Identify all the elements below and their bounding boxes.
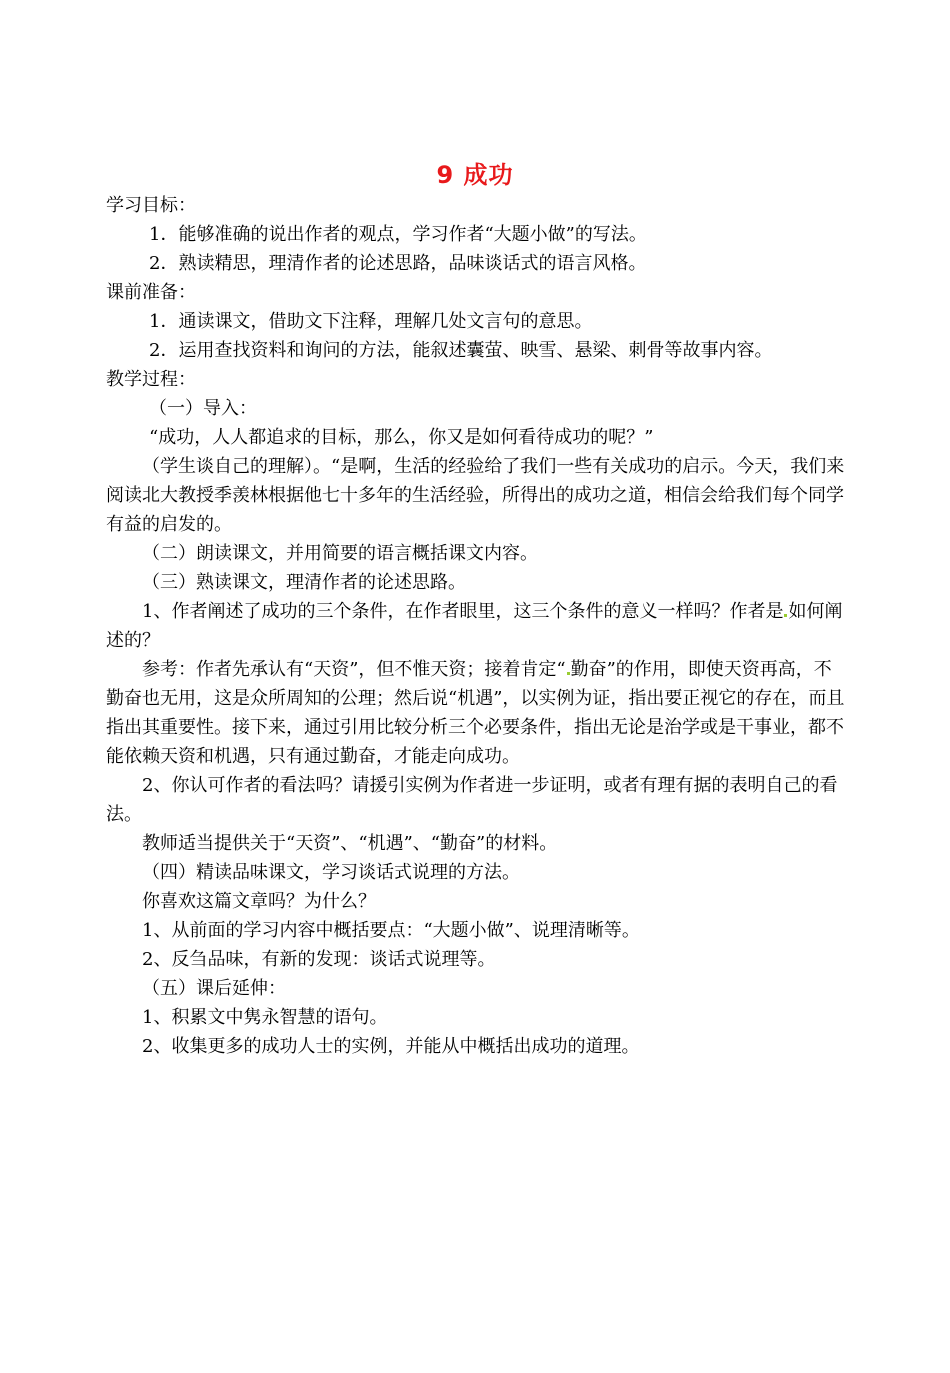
extension-2: 2、收集更多的成功人士的实例，并能从中概括出成功的道理。 xyxy=(142,1036,640,1057)
reference-answer-rest: 勤奋”的作用，即使天资再高，不勤奋也无用，这是众所周知的公理；然后说“机遇”，以实例为证，指出要正视它的存在，而且指出其重要性。接下来，通过引用比较分析三个必要条件，指出无论是治学或是干事业，都不能依赖天资和机遇，只有通过勤奋，才能走向成功。 xyxy=(106,659,845,767)
step-3-heading: （三）熟读课文，理清作者的论述思路。 xyxy=(142,572,466,593)
point-1: 1、从前面的学习内容中概括要点：“大题小做”、说理清晰等。 xyxy=(142,920,640,941)
question-1-text: 1、作者阐述了成功的三个条件，在作者眼里，这三个条件的意义一样吗？作者是 xyxy=(142,601,784,622)
step-2-heading: （二）朗读课文，并用简要的语言概括课文内容。 xyxy=(142,543,538,564)
discussion-question: 你喜欢这篇文章吗？为什么？ xyxy=(142,891,376,912)
extension-1: 1、积累文中隽永智慧的语句。 xyxy=(142,1007,388,1028)
annotation-mark xyxy=(784,614,787,617)
point-2: 2、反刍品味，有新的发现：谈话式说理等。 xyxy=(142,949,496,970)
document-body xyxy=(106,191,846,1061)
preparation-item-1: 1．通读课文，借助文下注释，理解几处文言句的意思。 xyxy=(149,311,593,332)
reference-answer-start: 参考：作者先承认有“天资”，但不惟天资；接着肯定“ xyxy=(142,659,566,680)
intro-quote: “成功，人人都追求的目标，那么，你又是如何看待成功的呢？” xyxy=(149,427,654,448)
preparation-heading: 课前准备： xyxy=(106,282,196,303)
preparation-item-2: 2．运用查找资料和询问的方法，能叙述囊萤、映雪、悬梁、刺骨等故事内容。 xyxy=(149,340,773,361)
step-4-heading: （四）精读品味课文，学习谈话式说理的方法。 xyxy=(142,862,520,883)
objective-item-1: 1．能够准确的说出作者的观点，学习作者“大题小做”的写法。 xyxy=(149,224,647,245)
objective-item-2: 2．熟读精思，理清作者的论述思路，品味谈话式的语言风格。 xyxy=(149,253,647,274)
teacher-note: 教师适当提供关于“天资”、“机遇”、“勤奋”的材料。 xyxy=(142,833,558,854)
question-1 xyxy=(106,597,846,655)
document-title: 9 成功 xyxy=(436,161,514,189)
question-1-text-end: 如何阐述的？ xyxy=(106,601,843,651)
reference-answer xyxy=(106,655,846,771)
step-5-heading: （五）课后延伸： xyxy=(142,978,286,999)
objectives-heading: 学习目标： xyxy=(106,195,196,216)
question-2: 2、你认可作者的看法吗？请援引实例为作者进一步证明，或者有理有据的表明自己的看法。 xyxy=(106,775,838,825)
step-1-heading: （一）导入： xyxy=(149,398,257,419)
intro-paragraph: （学生谈自己的理解）。“是啊，生活的经验给了我们一些有关成功的启示。今天，我们来阅读北大教授季羡林根据他七十多年的生活经验，所得出的成功之道，相信会给我们每个同学有益的启发的。 xyxy=(106,456,845,535)
process-heading: 教学过程： xyxy=(106,369,196,390)
annotation-mark xyxy=(567,672,570,675)
